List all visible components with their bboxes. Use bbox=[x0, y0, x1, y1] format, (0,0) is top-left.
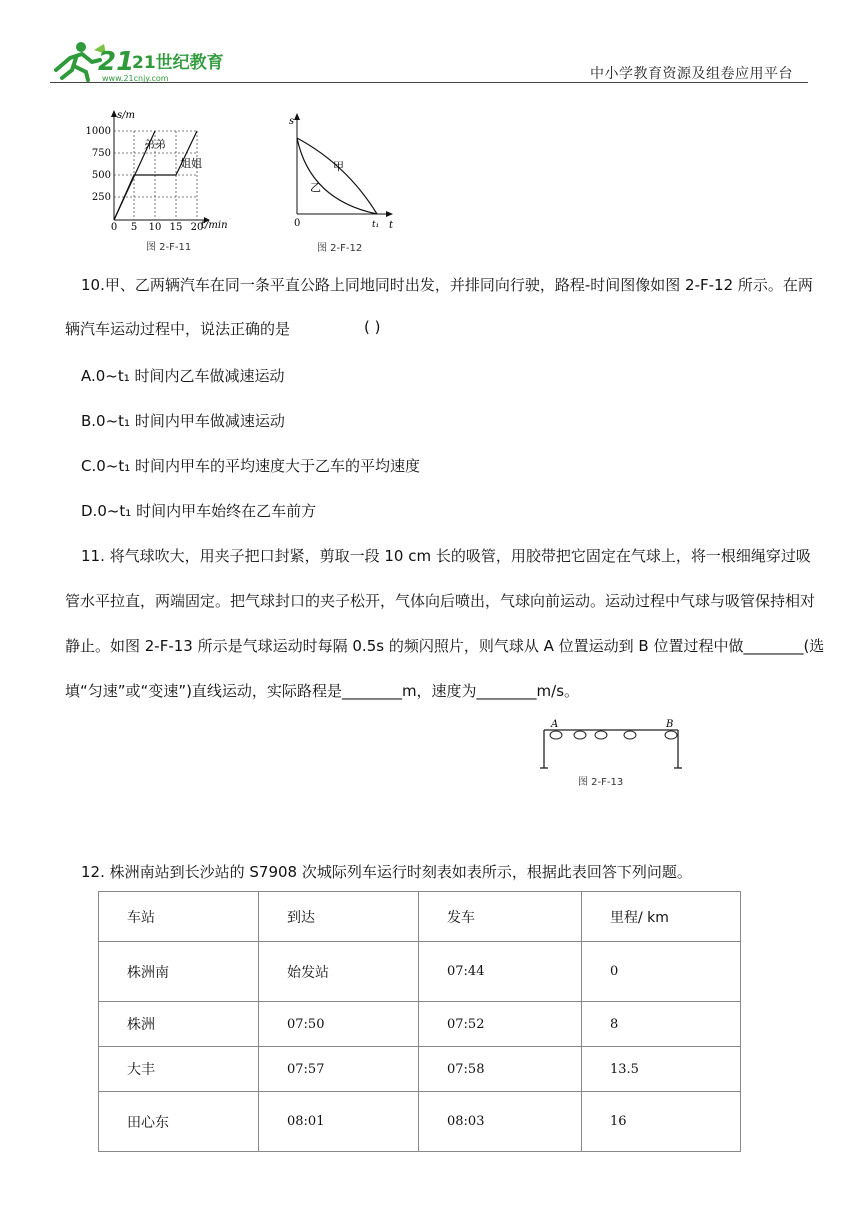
svg-text:10: 10 bbox=[148, 222, 162, 233]
svg-text:750: 750 bbox=[91, 148, 111, 159]
svg-text:21: 21 bbox=[98, 47, 135, 77]
svg-text:t₁: t₁ bbox=[372, 220, 380, 230]
svg-text:www.21cnjy.com: www.21cnjy.com bbox=[102, 74, 169, 83]
q10-option-b: B.0~t₁ 时间内甲车做减速运动 bbox=[81, 412, 285, 430]
svg-text:t/min: t/min bbox=[201, 220, 228, 231]
svg-text:0: 0 bbox=[110, 222, 118, 233]
q10-stem-line1: 10.甲、乙两辆汽车在同一条平直公路上同地同时出发，并排同向行驶，路程-时间图像如图 2-F-12 所示。在两 bbox=[81, 276, 813, 294]
svg-text:A: A bbox=[551, 719, 559, 730]
svg-text:t: t bbox=[389, 220, 394, 231]
svg-text:1000: 1000 bbox=[85, 126, 111, 137]
q11-line3: 静止。如图 2-F-13 所示是气球运动时每隔 0.5s 的频闪照片，则气球从 A 位置运动到 B 位置过程中做________(选 bbox=[65, 637, 825, 655]
figure-2-f-12 bbox=[285, 110, 405, 260]
svg-text:21世纪教育: 21世纪教育 bbox=[132, 53, 224, 73]
svg-text:B: B bbox=[666, 719, 674, 730]
figure-2-f-11 bbox=[85, 108, 250, 258]
site-logo bbox=[48, 40, 228, 84]
table-cell: 大丰 bbox=[99, 1047, 259, 1092]
table-cell: 田心东 bbox=[99, 1092, 259, 1152]
q11-line1: 11. 将气球吹大，用夹子把口封紧，剪取一段 10 cm 长的吸管，用胶带把它固定在气球上，将一根细绳穿过吸 bbox=[81, 547, 811, 565]
table-cell: 株洲 bbox=[99, 1002, 259, 1047]
platform-brand: 中小学教育资源及组卷应用平台 bbox=[590, 66, 793, 82]
table-cell: 8 bbox=[582, 1002, 741, 1047]
table-cell: 07:57 bbox=[259, 1047, 419, 1092]
svg-text:0: 0 bbox=[294, 218, 301, 229]
table-cell: 08:01 bbox=[259, 1092, 419, 1152]
table-header-cell: 到达 bbox=[259, 892, 419, 942]
svg-text:乙: 乙 bbox=[310, 181, 321, 194]
svg-text:5: 5 bbox=[130, 222, 138, 233]
table-cell: 07:52 bbox=[419, 1002, 582, 1047]
q10-stem-line2: 辆汽车运动过程中，说法正确的是 bbox=[65, 320, 291, 338]
table-cell: 08:03 bbox=[419, 1092, 582, 1152]
q11-line2: 管水平拉直，两端固定。把气球封口的夹子松开，气体向后喷出，气球向前运动。运动过程中气球与吸管保持相对 bbox=[65, 592, 816, 610]
figure-2-f-13 bbox=[538, 718, 688, 793]
svg-text:15: 15 bbox=[169, 222, 183, 233]
q10-option-a: A.0~t₁ 时间内乙车做减速运动 bbox=[81, 367, 285, 385]
table-cell: 07:44 bbox=[419, 942, 582, 1002]
table-row bbox=[99, 1002, 741, 1047]
svg-text:弟弟: 弟弟 bbox=[144, 138, 166, 151]
svg-text:s: s bbox=[289, 116, 295, 127]
table-row bbox=[99, 1047, 741, 1092]
svg-text:图 2-F-13: 图 2-F-13 bbox=[578, 777, 624, 788]
table-cell: 13.5 bbox=[582, 1047, 741, 1092]
table-row bbox=[99, 942, 741, 1002]
table-header-row bbox=[99, 892, 741, 942]
table-cell: 株洲南 bbox=[99, 942, 259, 1002]
q10-option-c: C.0~t₁ 时间内甲车的平均速度大于乙车的平均速度 bbox=[81, 457, 421, 475]
svg-text:250: 250 bbox=[91, 192, 111, 203]
table-cell: 07:50 bbox=[259, 1002, 419, 1047]
table-header-cell: 里程/ km bbox=[582, 892, 741, 942]
page-header bbox=[0, 0, 860, 90]
svg-text:图 2-F-12: 图 2-F-12 bbox=[317, 243, 363, 254]
svg-text:20: 20 bbox=[190, 222, 204, 233]
table-cell: 07:58 bbox=[419, 1047, 582, 1092]
table-cell: 0 bbox=[582, 942, 741, 1002]
table-cell: 始发站 bbox=[259, 942, 419, 1002]
table-row bbox=[99, 1092, 741, 1152]
svg-text:s/m: s/m bbox=[117, 110, 135, 121]
q10-answer-paren: ( ) bbox=[364, 318, 381, 336]
timetable bbox=[98, 891, 741, 1152]
q11-line4: 填“匀速”或“变速”)直线运动，实际路程是________m，速度为________m/s。 bbox=[65, 682, 580, 700]
q12-stem: 12. 株洲南站到长沙站的 S7908 次城际列车运行时刻表如表所示，根据此表回答下列问题。 bbox=[81, 863, 692, 881]
q10-option-d: D.0~t₁ 时间内甲车始终在乙车前方 bbox=[81, 502, 317, 520]
header-divider bbox=[50, 82, 808, 83]
svg-text:图 2-F-11: 图 2-F-11 bbox=[146, 242, 192, 253]
table-header-cell: 车站 bbox=[99, 892, 259, 942]
svg-text:姐姐: 姐姐 bbox=[180, 157, 202, 170]
table-cell: 16 bbox=[582, 1092, 741, 1152]
table-header-cell: 发车 bbox=[419, 892, 582, 942]
svg-text:500: 500 bbox=[91, 170, 111, 181]
svg-text:甲: 甲 bbox=[333, 160, 344, 173]
